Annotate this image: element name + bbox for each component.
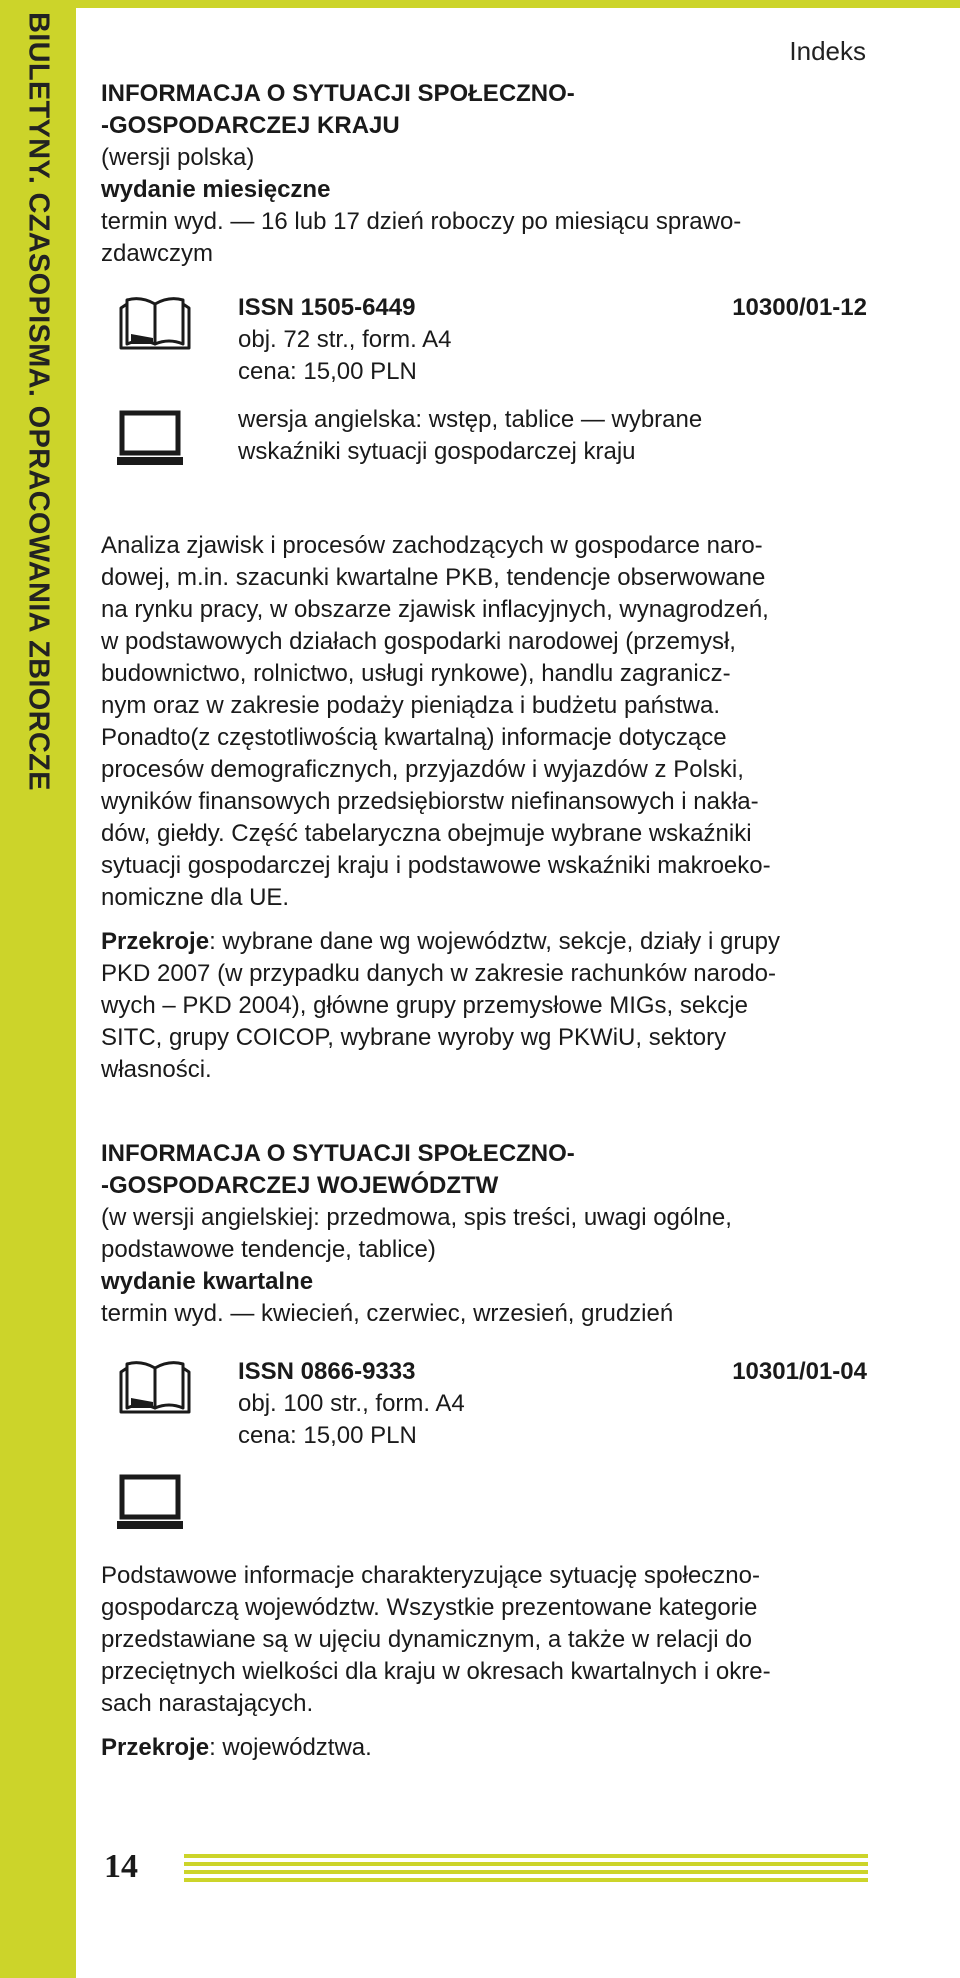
publication-1-breakdown-line [101, 926, 867, 958]
publication-1-desc-line: nomiczne dla UE. [101, 884, 290, 911]
publication-1-desc-line: wyników finansowych przedsiębiorstw niefinansowych i nakła- [101, 788, 759, 815]
publication-1-price: cena: 15,00 PLN [238, 358, 417, 385]
publication-2-header [101, 1138, 867, 1330]
page-number: 14 [104, 1848, 138, 1885]
publication-2-version-line2: podstawowe tendencje, tablice) [101, 1236, 436, 1263]
publication-2-description [101, 1560, 867, 1764]
publication-2-term: termin wyd. — kwiecień, czerwiec, wrzesień, grudzień [101, 1300, 674, 1327]
publication-2-breakdown-line [101, 1732, 867, 1764]
publication-1-volume: obj. 72 str., form. A4 [238, 326, 452, 353]
publication-1-desc-line: Ponadto(z częstotliwością kwartalną) informacje dotyczące [101, 724, 727, 751]
publication-1-english-line1: wersja angielska: wstęp, tablice — wybrane [238, 406, 703, 433]
publication-1-details [101, 292, 867, 468]
publication-1-desc-line: sytuacji gospodarczej kraju i podstawowe wskaźniki makroeko- [101, 852, 771, 879]
publication-1-term-line2: zdawczym [101, 240, 214, 267]
publication-2-breakdown-label: Przekroje [101, 1734, 210, 1761]
publication-2-version-line1: (w wersji angielskiej: przedmowa, spis treści, uwagi ogólne, [101, 1204, 732, 1231]
publication-1-breakdown-label: Przekroje [101, 928, 210, 955]
publication-2-details [101, 1356, 867, 1452]
publication-1-code: 10300/01-12 [732, 294, 867, 321]
publication-2-issn: ISSN 0866-9333 [238, 1358, 416, 1385]
publication-2-code: 10301/01-04 [732, 1358, 867, 1385]
publication-1-desc-line: na rynku pracy, w obszarze zjawisk inflacyjnych, wynagrodzeń, [101, 596, 769, 623]
publication-2-price: cena: 15,00 PLN [238, 1422, 417, 1449]
publication-1-breakdown-line: PKD 2007 (w przypadku danych w zakresie rachunków narodo- [101, 960, 777, 987]
publication-1-desc-line: procesów demograficznych, przyjazdów i wyjazdów z Polski, [101, 756, 744, 783]
publication-1-desc-line: Analiza zjawisk i procesów zachodzących w gospodarce naro- [101, 532, 763, 559]
footer-decorative-lines [184, 1854, 868, 1886]
publication-1-header [101, 78, 867, 270]
publication-1-breakdown-line: SITC, grupy COICOP, wybrane wyroby wg PKWiU, sektory [101, 1024, 727, 1051]
publication-1-breakdown-line: wych – PKD 2004), główne grupy przemysłowe MIGs, sekcje [101, 992, 748, 1019]
publication-1-title-line1: INFORMACJA O SYTUACJI SPOŁECZNO- [101, 80, 575, 107]
publication-1-issn: ISSN 1505-6449 [238, 294, 416, 321]
publication-2-desc-line: Podstawowe informacje charakteryzujące sytuację społeczno- [101, 1562, 760, 1589]
publication-2-edition: wydanie kwartalne [101, 1268, 314, 1295]
publication-1-edition: wydanie miesięczne [101, 176, 331, 203]
publication-2-breakdown-text: : województwa. [209, 1734, 372, 1761]
top-band [76, 0, 960, 8]
publication-1-desc-line: dowej, m.in. szacunki kwartalne PKB, tendencje obserwowane [101, 564, 766, 591]
publication-2-volume: obj. 100 str., form. A4 [238, 1390, 465, 1417]
publication-1-term-line1: termin wyd. — 16 lub 17 dzień roboczy po miesiącu sprawo- [101, 208, 742, 235]
publication-1-desc-line: budownictwo, rolnictwo, usługi rynkowe), handlu zagranicz- [101, 660, 731, 687]
publication-1-desc-line: nym oraz w zakresie podaży pieniądza i budżetu państwa. [101, 692, 721, 719]
publication-1-desc-line: dów, giełdy. Część tabelaryczna obejmuje wybrane wskaźniki [101, 820, 752, 847]
publication-2-desc-line: przeciętnych wielkości dla kraju w okresach kwartalnych i okre- [101, 1658, 771, 1685]
publication-2-title-line1: INFORMACJA O SYTUACJI SPOŁECZNO- [101, 1140, 575, 1167]
publication-1-breakdown-line: własności. [101, 1056, 212, 1083]
publication-1-description [101, 530, 867, 1086]
publication-2-desc-line: przedstawiane są w ujęciu dynamicznym, a także w relacji do [101, 1626, 752, 1653]
publication-2-title-line2: -GOSPODARCZEJ WOJEWÓDZTW [101, 1172, 499, 1199]
publication-1-title-line2: -GOSPODARCZEJ KRAJU [101, 112, 400, 139]
index-header: Indeks [789, 36, 866, 66]
publication-1-english-line2: wskaźniki sytuacji gospodarczej kraju [238, 438, 636, 465]
publication-2-desc-line: sach narastających. [101, 1690, 314, 1717]
publication-1-desc-line: w podstawowych działach gospodarki narodowej (przemysł, [101, 628, 736, 655]
monitor-icon [117, 1474, 183, 1532]
publication-2-desc-line: gospodarczą województw. Wszystkie prezentowane kategorie [101, 1594, 758, 1621]
side-section-title: BIULETYNY. CZASOPISMA. OPRACOWANIA ZBIORCZE [22, 12, 55, 791]
publication-1-breakdown-text: : wybrane dane wg województw, sekcje, działy i grupy [209, 928, 781, 955]
publication-1-version: (wersji polska) [101, 144, 255, 171]
